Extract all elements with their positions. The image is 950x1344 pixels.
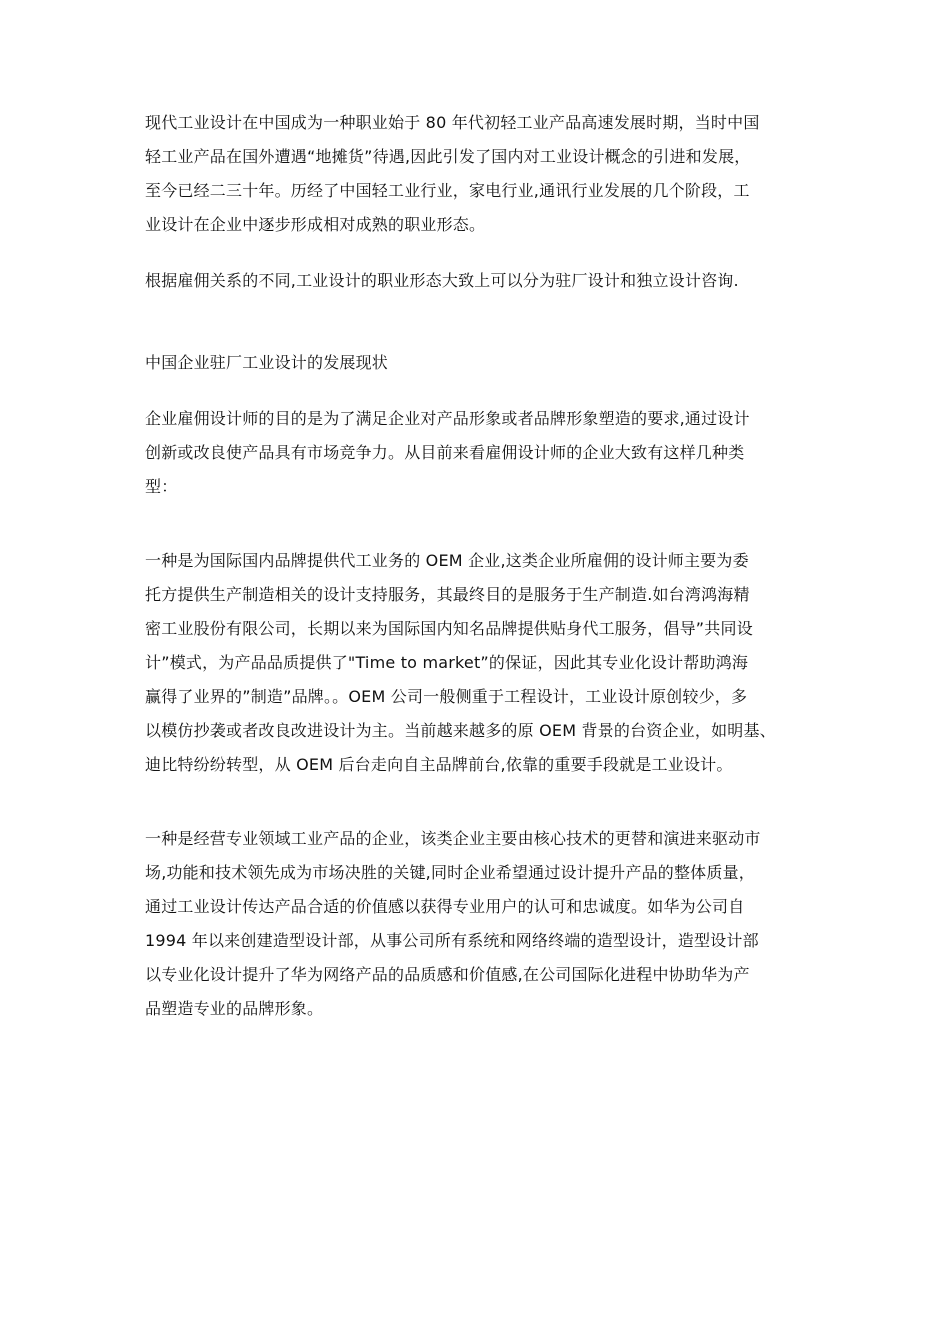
text-line: 至今已经二三十年。历经了中国轻工业行业，家电行业,通讯行业发展的几个阶段，工	[145, 181, 750, 200]
paragraph-purpose	[145, 402, 810, 504]
text-line: 以专业化设计提升了华为网络产品的品质感和价值感,在公司国际化进程中协助华为产	[145, 965, 750, 984]
text-line: 型：	[145, 477, 178, 496]
text-line: 1994 年以来创建造型设计部，从事公司所有系统和网络终端的造型设计，造型设计部	[145, 931, 759, 950]
text-line: 通过工业设计传达产品合适的价值感以获得专业用户的认可和忠诚度。如华为公司自	[145, 897, 745, 916]
paragraph-classification	[145, 264, 810, 298]
document-body	[145, 106, 810, 1026]
text-line: 现代工业设计在中国成为一种职业始于 80 年代初轻工业产品高速发展时期，当时中国	[145, 113, 760, 132]
text-line: 企业雇佣设计师的目的是为了满足企业对产品形象或者品牌形象塑造的要求,通过设计	[145, 409, 750, 428]
text-line: 创新或改良使产品具有市场竞争力。从目前来看雇佣设计师的企业大致有这样几种类	[145, 443, 745, 462]
text-line: 根据雇佣关系的不同,工业设计的职业形态大致上可以分为驻厂设计和独立设计咨询.	[145, 271, 739, 290]
text-line: 以模仿抄袭或者改良改进设计为主。当前越来越多的原 OEM 背景的台资企业，如明基、	[145, 721, 776, 740]
text-line: 场,功能和技术领先成为市场决胜的关键,同时企业希望通过设计提升产品的整体质量，	[145, 863, 755, 882]
section-heading	[145, 346, 810, 380]
heading-text: 中国企业驻厂工业设计的发展现状	[145, 353, 389, 372]
text-line: 计”模式，为产品品质提供了"Time to market”的保证，因此其专业化设计帮助鸿海	[145, 653, 749, 672]
text-line: 业设计在企业中逐步形成相对成熟的职业形态。	[145, 215, 486, 234]
text-line: 赢得了业界的”制造”品牌。。OEM 公司一般侧重于工程设计，工业设计原创较少，多	[145, 687, 748, 706]
text-line: 品塑造专业的品牌形象。	[145, 999, 324, 1018]
paragraph-intro	[145, 106, 810, 242]
text-line: 一种是为国际国内品牌提供代工业务的 OEM 企业,这类企业所雇佣的设计师主要为委	[145, 551, 749, 570]
text-line: 轻工业产品在国外遭遇“地摊货”待遇,因此引发了国内对工业设计概念的引进和发展，	[145, 147, 751, 166]
paragraph-oem	[145, 544, 810, 782]
text-line: 托方提供生产制造相关的设计支持服务，其最终目的是服务于生产制造.如台湾鸿海精	[145, 585, 750, 604]
paragraph-specialized	[145, 822, 810, 1026]
text-line: 迪比特纷纷转型，从 OEM 后台走向自主品牌前台,依靠的重要手段就是工业设计。	[145, 755, 733, 774]
text-line: 密工业股份有限公司，长期以来为国际国内知名品牌提供贴身代工服务，倡导”共同设	[145, 619, 753, 638]
text-line: 一种是经营专业领域工业产品的企业，该类企业主要由核心技术的更替和演进来驱动市	[145, 829, 761, 848]
